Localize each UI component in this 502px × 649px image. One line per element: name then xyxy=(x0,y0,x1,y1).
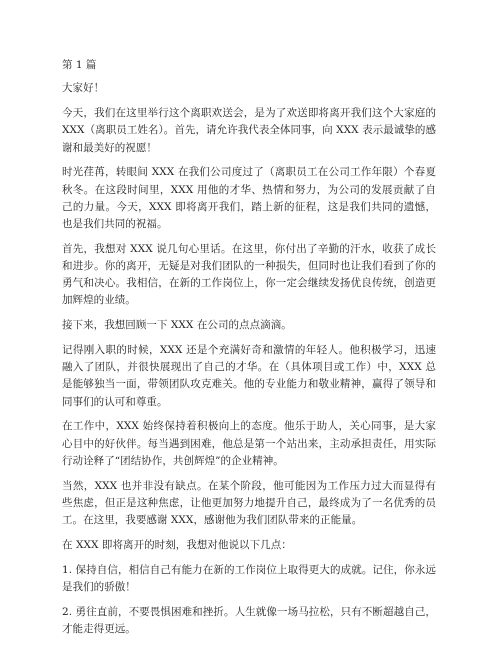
section-heading: 第 1 篇 xyxy=(62,59,97,71)
advice-intro-paragraph: 在 XXX 即将离开的时刻，我想对他说以下几点： xyxy=(62,538,292,551)
intro-paragraph: 今天，我们在这里举行这个离职欢送会，是为了欢送即将离开我们这个大家庭的 XXX（离职员工姓名）。首先，请允许我代表全体同事，向 XXX 表示最诚挚的感谢和最美好的祝愿！ xyxy=(62,107,436,154)
attitude-paragraph: 在工作中，XXX 始终保持着积极向上的态度。他乐于助人，关心同事，是大家心目中的好伙伴。每当遇到困难，他总是第一个站出来，主动承担责任，用实际行动诠释了“团结协作，共创辉煌”的企业精神。 xyxy=(62,420,436,467)
shortcomings-paragraph: 当然，XXX 也并非没有缺点。在某个阶段，他可能因为工作压力过大而显得有些焦虑，但正是这种焦虑，让他更加努力地提升自己，最终成为了一名优秀的员工。在这里，我要感谢 XXX，感谢他为我们团队带来的正能量。 xyxy=(62,479,436,527)
greeting-paragraph: 大家好！ xyxy=(62,82,105,94)
review-intro-paragraph: 接下来，我想回顾一下 XXX 在公司的点点滴滴。 xyxy=(62,319,292,332)
advice-item-1: 1. 保持自信，相信自己有能力在新的工作岗位上取得更大的成就。记住，你永远是我们的骄傲！ xyxy=(62,563,436,593)
heartfelt-paragraph: 首先，我想对 XXX 说几句心里话。在这里，你付出了辛勤的汗水，收获了成长和进步。你的离开，无疑是对我们团队的一种损失，但同时也让我们看到了你的勇气和决心。我相信，在新的工作岗位上，你一定会继续发扬优良传统，创造更加辉煌的业绩。 xyxy=(62,242,436,307)
early-days-paragraph: 记得刚入职的时候，XXX 还是个充满好奇和激情的年轻人。他积极学习，迅速融入了团队，并很快展现出了自己的才华。在（具体项目或工作）中，XXX 总是能够独当一面，带领团队攻克难关。他的专业能力和敬业精神，赢得了领导和同事们的认可和尊重。 xyxy=(62,344,436,408)
tenure-paragraph: 时光荏苒，转眼间 XXX 在我们公司度过了（离职员工在公司工作年限）个春夏秋冬。在这段时间里，XXX 用他的才华、热情和努力，为公司的发展贡献了自己的力量。今天，XXX 即将离开我们，踏上新的征程，这是我们共同的遗憾，也是我们共同的祝福。 xyxy=(62,166,436,231)
advice-item-2: 2. 勇往直前，不要畏惧困难和挫折。人生就像一场马拉松，只有不断超越自己，才能走得更远。 xyxy=(62,605,436,635)
